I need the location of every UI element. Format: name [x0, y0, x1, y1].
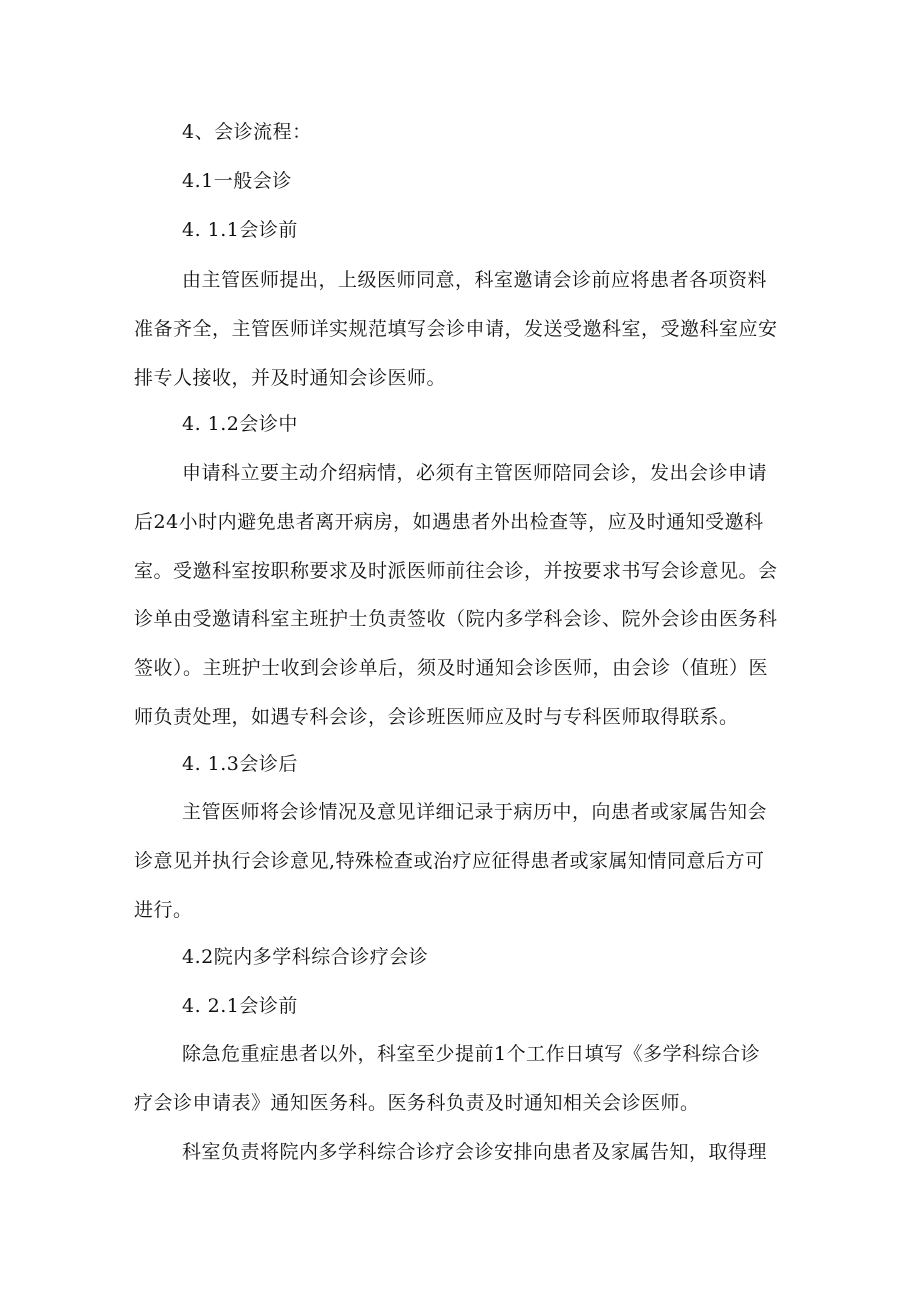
- subsection-heading-4-1-2: 4. 1.2会诊中: [182, 413, 298, 435]
- paragraph-line: 科室负责将院内多学科综合诊疗会诊安排向患者及家属告知，取得理: [182, 1141, 768, 1163]
- paragraph-line: 室。受邀科室按职称要求及时派医师前往会诊，并按要求书写会诊意见。会: [134, 560, 778, 582]
- paragraph-line: 准备齐全，主管医师详实规范填写会诊申请，发送受邀科室，受邀科室应安: [134, 318, 778, 340]
- paragraph-line: 由主管医师提出，上级医师同意，科室邀请会诊前应将患者各项资料: [182, 269, 768, 291]
- paragraph-line: 疗会诊申请表》通知医务科。医务科负责及时通知相关会诊医师。: [134, 1092, 700, 1114]
- section-heading-4: 4、会诊流程：: [182, 121, 312, 143]
- paragraph-line: 除急危重症患者以外，科室至少提前1个工作日填写《多学科综合诊: [182, 1043, 761, 1065]
- paragraph-line: 签收）。主班护士收到会诊单后，须及时通知会诊医师，由会诊（值班）医: [134, 657, 769, 679]
- subsection-heading-4-2: 4.2院内多学科综合诊疗会诊: [182, 946, 429, 968]
- paragraph-line: 进行。: [134, 899, 193, 921]
- paragraph-line: 师负责处理，如遇专科会诊，会诊班医师应及时与专科医师取得联系。: [134, 706, 739, 728]
- subsection-heading-4-1: 4.1一般会诊: [182, 170, 292, 192]
- paragraph-line: 申请科立要主动介绍病情，必须有主管医师陪同会诊，发出会诊申请: [182, 462, 768, 484]
- subsection-heading-4-1-3: 4. 1.3会诊后: [182, 753, 298, 775]
- paragraph-line: 排专人接收，并及时通知会诊医师。: [134, 367, 447, 389]
- paragraph-line: 诊单由受邀请科室主班护士负责签收（院内多学科会诊、院外会诊由医务科: [134, 608, 778, 630]
- subsection-heading-4-2-1: 4. 2.1会诊前: [182, 995, 298, 1017]
- paragraph-line: 诊意见并执行会诊意见,特殊检查或治疗应征得患者或家属知情同意后方可: [134, 850, 765, 872]
- paragraph-line: 后24小时内避免患者离开病房，如遇患者外出检查等，应及时通知受邀科: [134, 511, 764, 533]
- subsection-heading-4-1-1: 4. 1.1会诊前: [182, 219, 298, 241]
- paragraph-line: 主管医师将会诊情况及意见详细记录于病历中，向患者或家属告知会: [182, 801, 768, 823]
